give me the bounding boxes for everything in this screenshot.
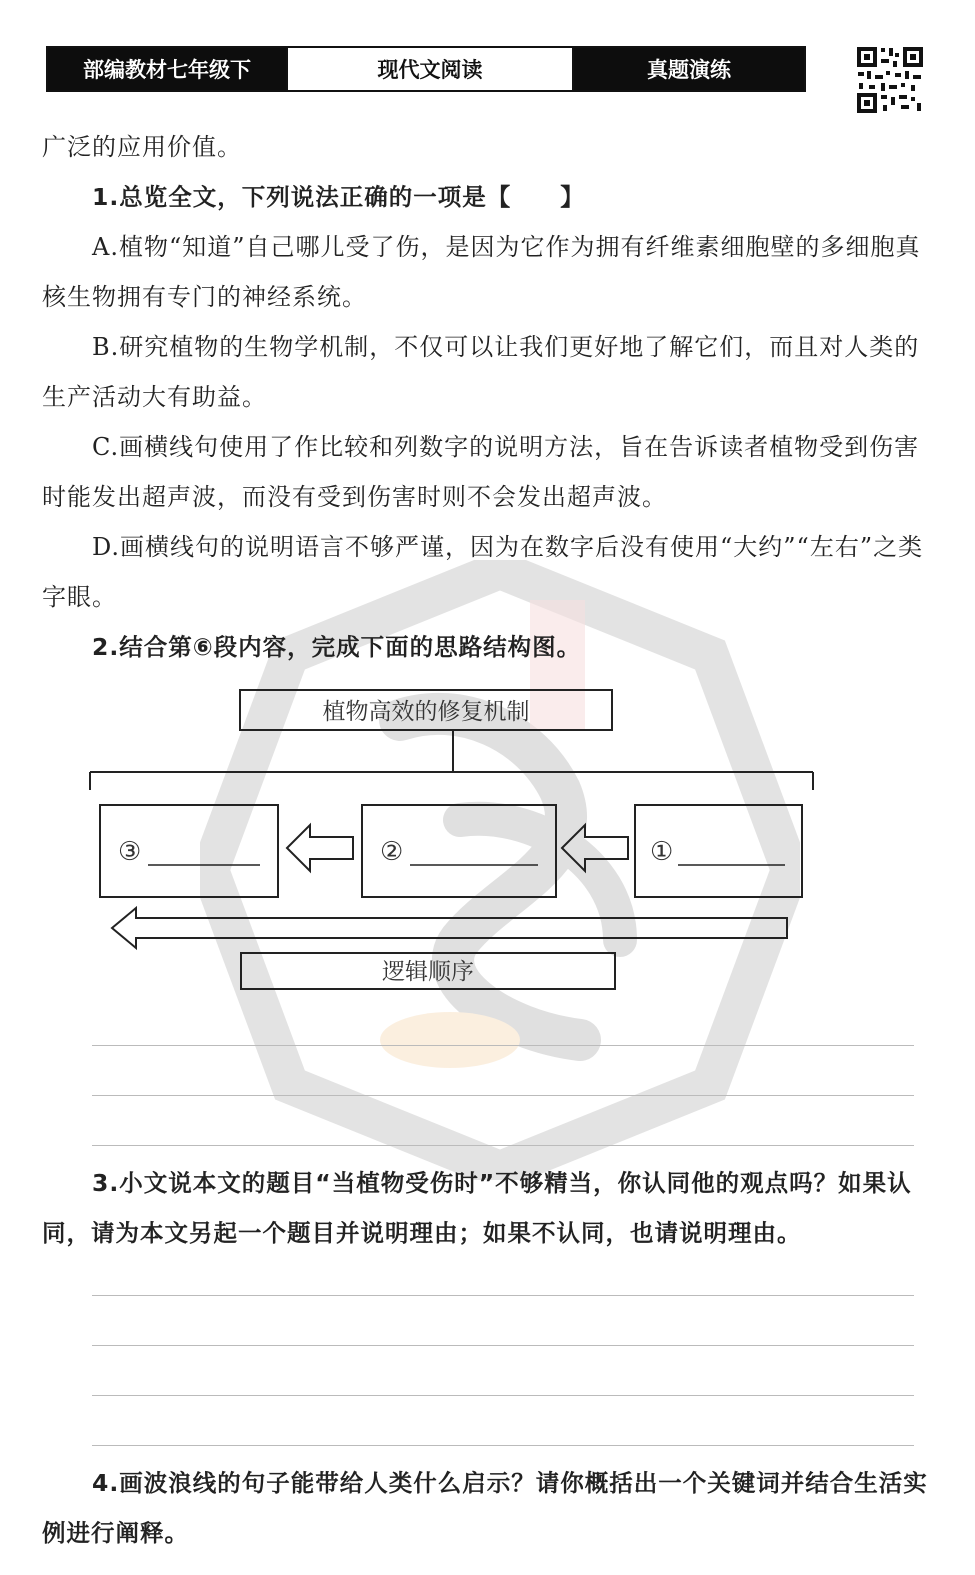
- diagram-bottom-label: 逻辑顺序: [382, 959, 474, 985]
- answer-line[interactable]: [92, 1295, 914, 1296]
- diagram-box-3-label: ③: [118, 837, 142, 867]
- structure-diagram: [0, 680, 975, 1000]
- question-1-option-b: B.研究植物的生物学机制，不仅可以让我们更好地了解它们，而且对人类的生产活动大有助益。: [42, 333, 920, 411]
- header-practice-label: 真题演练: [574, 48, 804, 90]
- answer-line[interactable]: [92, 1345, 914, 1346]
- question-1-stem: 1.总览全文，下列说法正确的一项是【 】: [92, 183, 585, 211]
- question-2-stem: 2.结合第⑥段内容，完成下面的思路结构图。: [92, 633, 582, 661]
- answer-line[interactable]: [92, 1145, 914, 1146]
- question-4-stem: 4.画波浪线的句子能带给人类什么启示？请你概括出一个关键词并结合生活实例进行阐释。: [42, 1469, 928, 1547]
- diagram-box-2-label: ②: [380, 837, 404, 867]
- header-section-label: 现代文阅读: [286, 48, 574, 90]
- answer-line[interactable]: [92, 1395, 914, 1396]
- diagram-box-1-label: ①: [650, 837, 674, 867]
- question-1-option-c: C.画横线句使用了作比较和列数字的说明方法，旨在告诉读者植物受到伤害时能发出超声波，而没有受到伤害时则不会发出超声波。: [42, 433, 920, 511]
- qr-code-icon[interactable]: [855, 45, 925, 115]
- diagram-top-label: 植物高效的修复机制: [322, 699, 530, 725]
- question-3-stem: 3.小文说本文的题目“当植物受伤时”不够精当，你认同他的观点吗？如果认同，请为本文另起一个题目并说明理由；如果不认同，也请说明理由。: [42, 1169, 912, 1247]
- header-grade-label: 部编教材七年级下: [48, 48, 286, 90]
- answer-line[interactable]: [92, 1445, 914, 1446]
- answer-line[interactable]: [92, 1045, 914, 1046]
- question-1-option-a: A.植物“知道”自己哪儿受了伤，是因为它作为拥有纤维素细胞壁的多细胞真核生物拥有专门的神经系统。: [42, 233, 921, 311]
- answer-line[interactable]: [92, 1095, 914, 1096]
- arrow-2-to-3-icon: [287, 825, 353, 871]
- question-1-option-d: D.画横线句的说明语言不够严谨，因为在数字后没有使用“大约”“左右”之类字眼。: [42, 533, 924, 611]
- arrow-1-to-2-icon: [562, 825, 628, 871]
- logic-order-arrow-icon: [112, 908, 787, 948]
- intro-tail-text: 广泛的应用价值。: [42, 133, 242, 161]
- header-bar: [46, 46, 806, 92]
